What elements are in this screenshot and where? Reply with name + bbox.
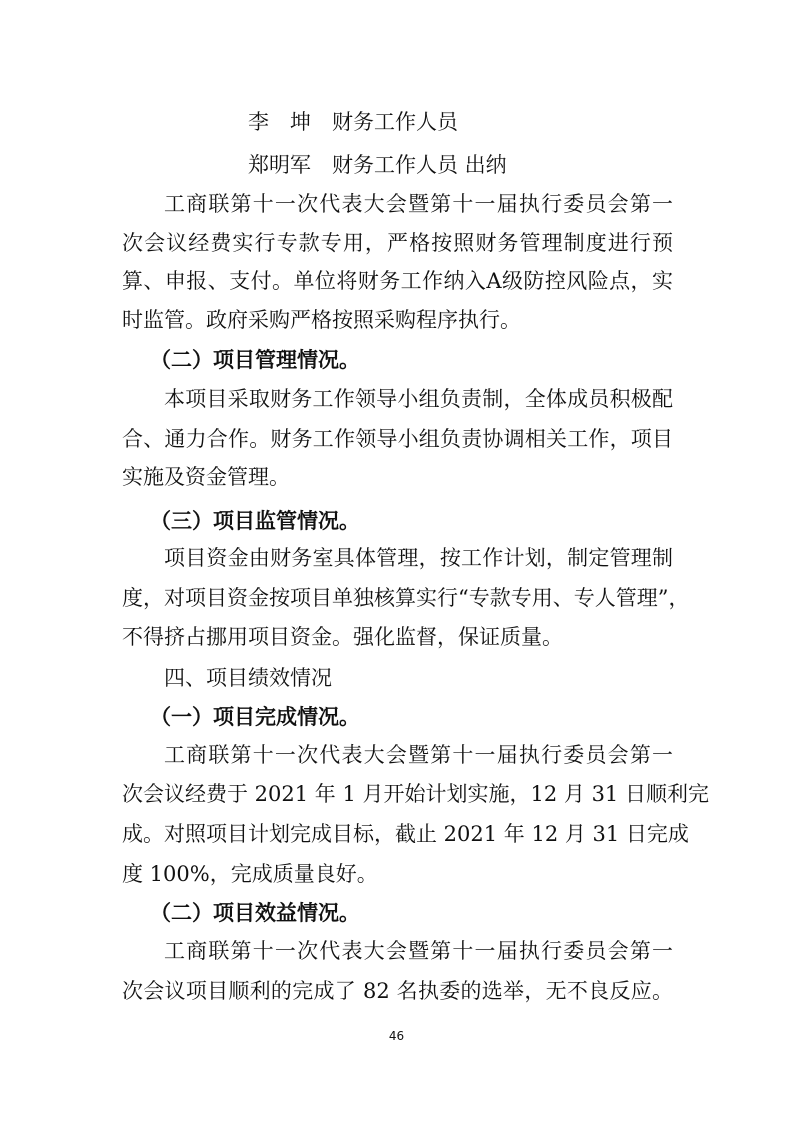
subheading: （三）项目监管情况。 <box>150 508 360 533</box>
subheading: （二）项目管理情况。 <box>150 347 360 372</box>
section-heading: 四、项目绩效情况 <box>164 666 332 690</box>
paragraph-line: 合、通力合作。财务工作领导小组负责协调相关工作，项目 <box>122 427 673 451</box>
paragraph-line: 本项目采取财务工作领导小组负责制，全体成员积极配 <box>164 387 673 411</box>
paragraph-line: 算、申报、支付。单位将财务工作纳入A级防控风险点，实 <box>122 269 673 293</box>
paragraph-line: 工商联第十一次代表大会暨第十一届执行委员会第一 <box>164 939 673 963</box>
paragraph-line: 成。对照项目计划完成目标，截止 2021 年 12 月 31 日完成 <box>122 822 689 846</box>
paragraph-line: 实施及资金管理。 <box>122 465 290 489</box>
staff-line <box>248 150 507 180</box>
staff-role: 财务工作人员 出纳 <box>332 153 507 177</box>
paragraph-line: 次会议经费实行专款专用，严格按照财务管理制度进行预 <box>122 231 673 255</box>
paragraph-line: 度，对项目资金按项目单独核算实行“专款专用、专人管理”， <box>122 586 690 610</box>
paragraph-line: 次会议项目顺利的完成了 82 名执委的选举，无不良反应。 <box>122 979 673 1003</box>
staff-role: 财务工作人员 <box>332 110 458 134</box>
paragraph-line: 不得挤占挪用项目资金。强化监督，保证质量。 <box>122 625 563 649</box>
subheading: （一）项目完成情况。 <box>150 704 360 729</box>
staff-name: 李 坤 <box>248 110 311 134</box>
page-number: 46 <box>388 1029 405 1043</box>
paragraph-line: 度 100%，完成质量良好。 <box>122 862 378 886</box>
paragraph-line: 次会议经费于 2021 年 1 月开始计划实施，12 月 31 日顺利完 <box>122 782 709 806</box>
subheading: （二）项目效益情况。 <box>150 900 360 925</box>
paragraph-line: 工商联第十一次代表大会暨第十一届执行委员会第一 <box>164 743 673 767</box>
paragraph-line: 项目资金由财务室具体管理，按工作计划，制定管理制 <box>164 546 673 570</box>
staff-line <box>248 107 458 137</box>
paragraph-line: 工商联第十一次代表大会暨第十一届执行委员会第一 <box>164 192 673 216</box>
paragraph-line: 时监管。政府采购严格按照采购程序执行。 <box>122 308 521 332</box>
staff-name: 郑明军 <box>248 153 311 177</box>
